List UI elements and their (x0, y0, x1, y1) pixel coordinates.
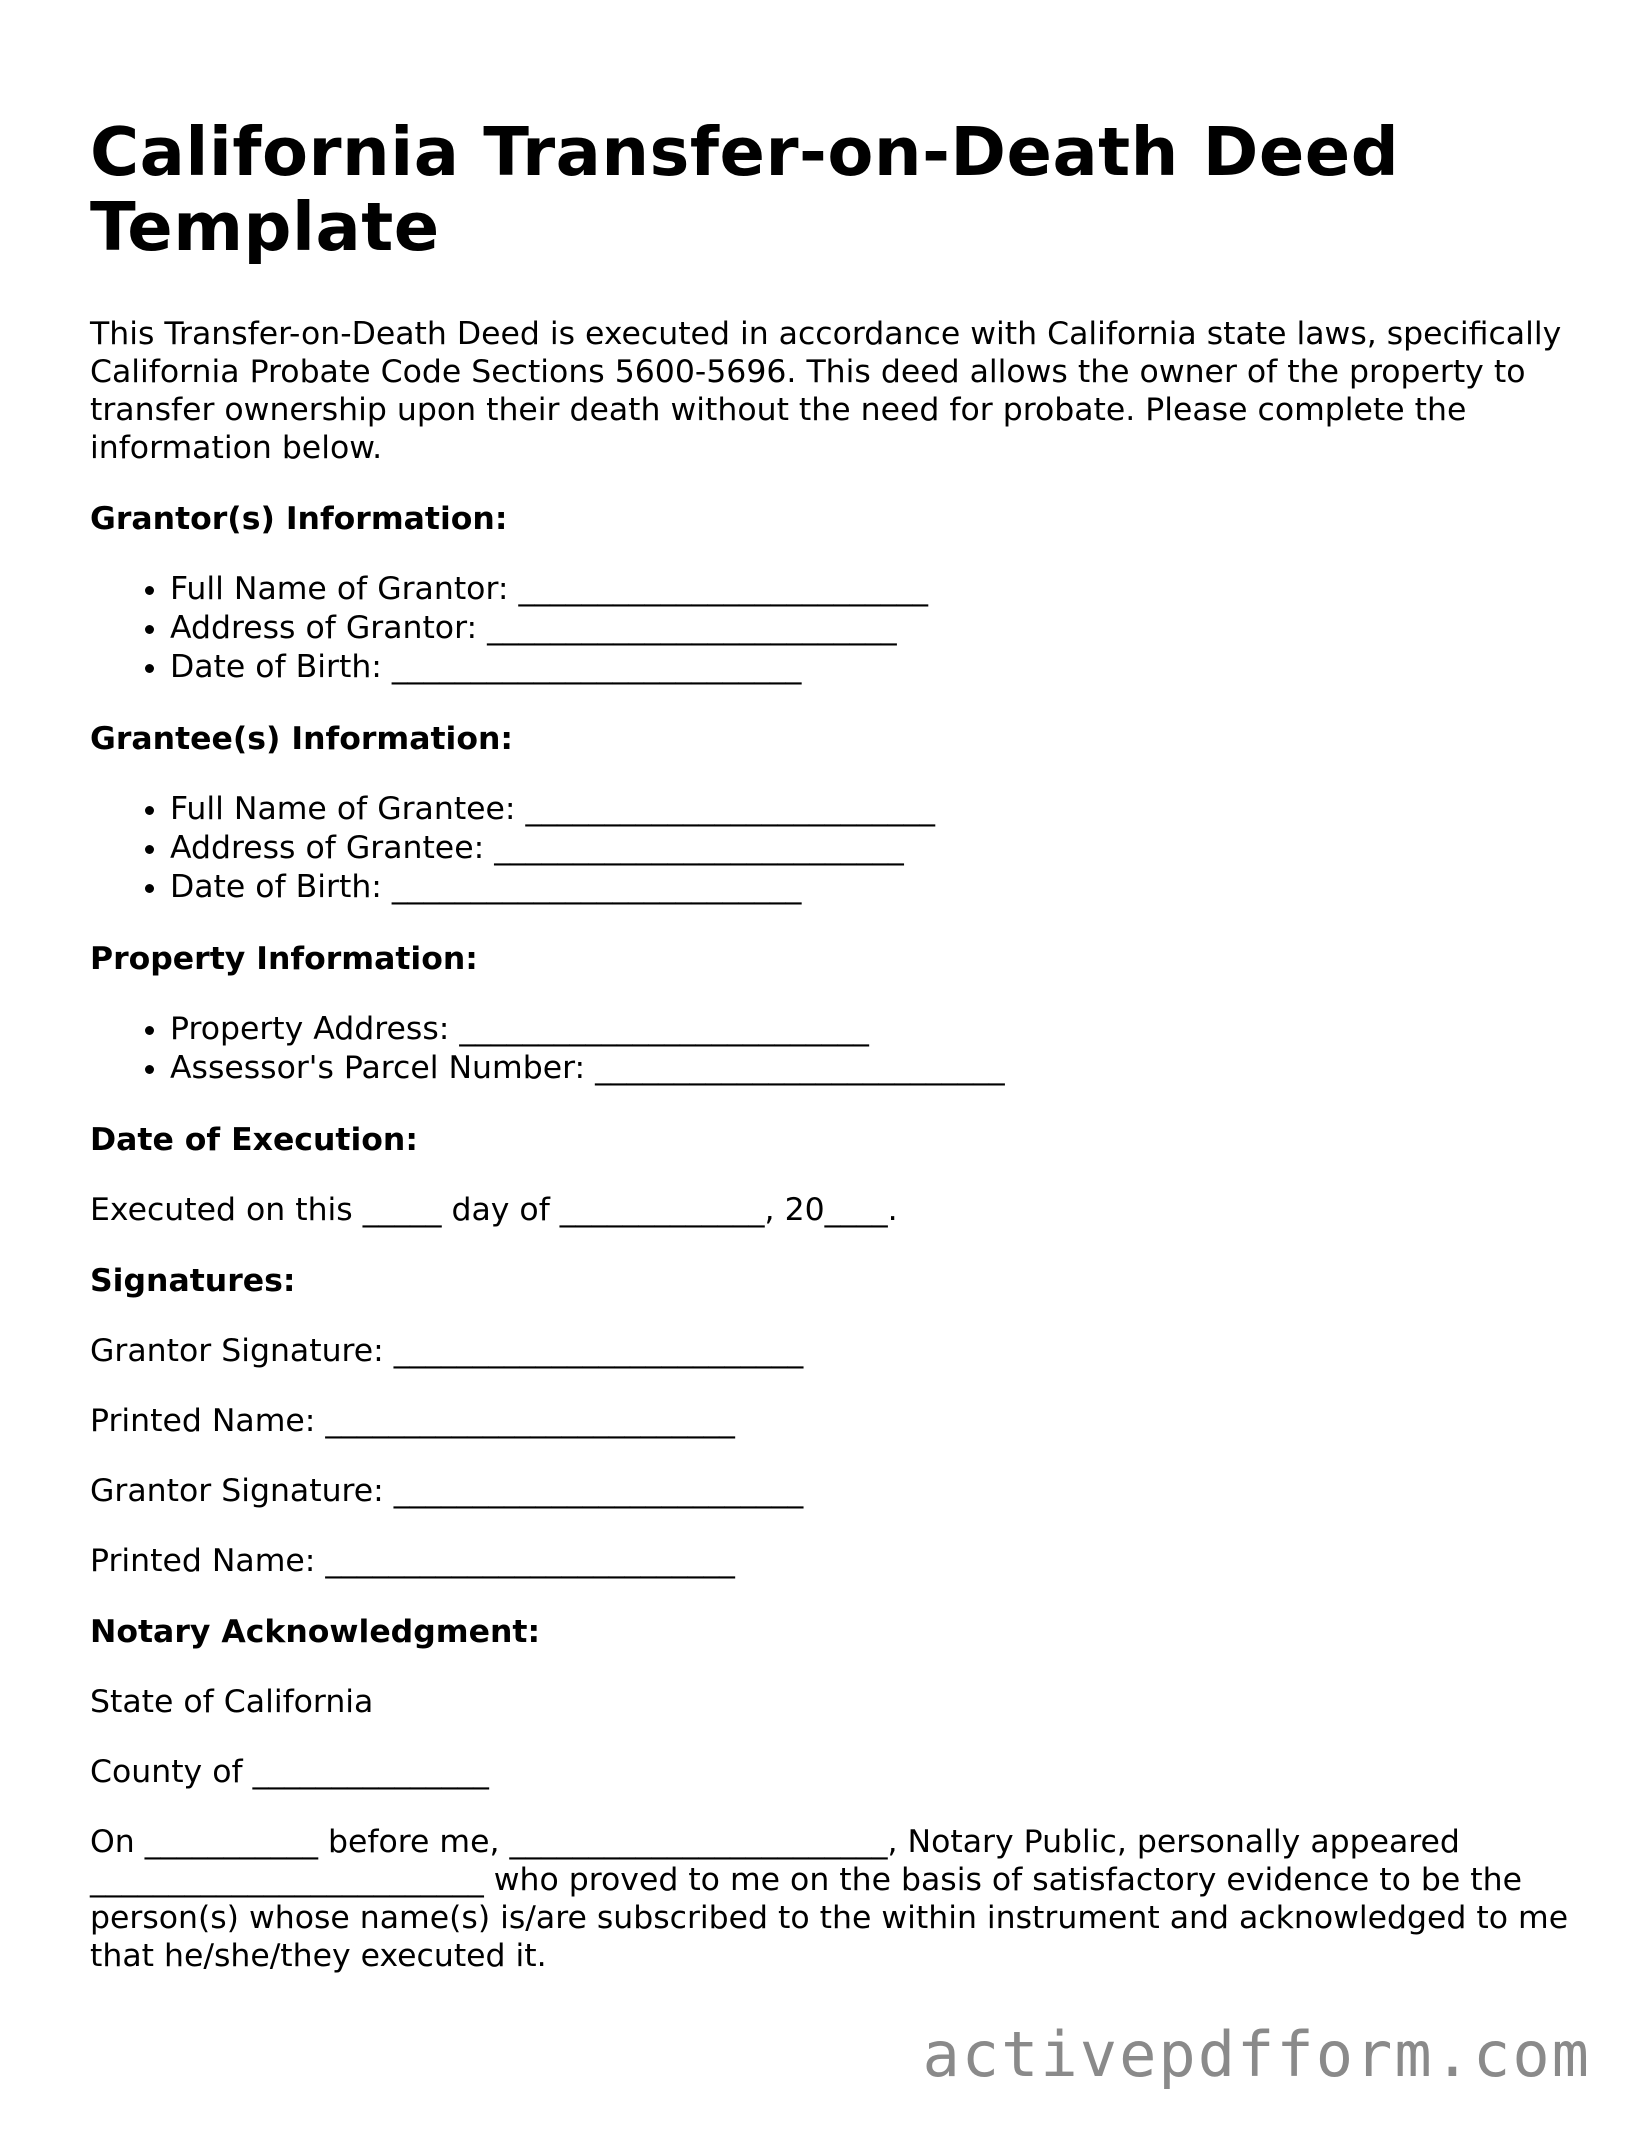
grantor-heading: Grantor(s) Information: (90, 501, 508, 537)
grantor-full-name-field[interactable]: • Full Name of Grantor: __________________________ (170, 570, 1570, 609)
watermark-logo: activepdfform.com (922, 2018, 1591, 2091)
grantee-dob-field[interactable]: • Date of Birth: __________________________ (170, 868, 1570, 907)
grantee-fields (90, 790, 1570, 907)
property-heading: Property Information: (90, 941, 478, 977)
notary-state: State of California (90, 1684, 374, 1720)
grantor-signature-field[interactable]: Grantor Signature: __________________________ (90, 1333, 804, 1369)
printed-name-field[interactable]: Printed Name: __________________________ (90, 1543, 735, 1579)
grantor-fields (90, 570, 1570, 687)
grantor-address-field[interactable]: • Address of Grantor: __________________________ (170, 609, 1570, 648)
grantor-dob-field[interactable]: • Date of Birth: __________________________ (170, 648, 1570, 687)
document-page (90, 115, 1570, 1975)
property-address-field[interactable]: • Property Address: __________________________ (170, 1010, 1570, 1049)
parcel-number-field[interactable]: • Assessor's Parcel Number: __________________________ (170, 1049, 1570, 1088)
execution-date-field[interactable]: Executed on this _____ day of _____________, 20____. (90, 1192, 898, 1228)
notary-heading: Notary Acknowledgment: (90, 1614, 541, 1650)
grantor-signature-field[interactable]: Grantor Signature: __________________________ (90, 1473, 804, 1509)
notary-acknowledgment-text[interactable]: On ___________ before me, ________________________, Notary Public, personally appeared _________________________ who proved to me on the basis of satisfactory evidence to be the person(s) whose name(s) is/are subscribed to the within instrument and acknowledged to me that he/she/they executed it. (90, 1824, 1569, 1974)
execution-heading: Date of Execution: (90, 1122, 418, 1158)
printed-name-field[interactable]: Printed Name: __________________________ (90, 1403, 735, 1439)
intro-paragraph: This Transfer-on-Death Deed is executed in accordance with California state laws, specifically California Probate Code Sections 5600-5696. This deed allows the owner of the property to transfer ownership upon their death without the need for probate. Please complete the information below. (90, 316, 1562, 466)
grantee-heading: Grantee(s) Information: (90, 721, 513, 757)
signatures-heading: Signatures: (90, 1263, 296, 1299)
document-title: California Transfer-on-Death Deed Template (90, 113, 1400, 266)
property-fields (90, 1010, 1570, 1088)
grantee-full-name-field[interactable]: • Full Name of Grantee: __________________________ (170, 790, 1570, 829)
grantee-address-field[interactable]: • Address of Grantee: __________________________ (170, 829, 1570, 868)
notary-county-field[interactable]: County of _______________ (90, 1754, 489, 1790)
